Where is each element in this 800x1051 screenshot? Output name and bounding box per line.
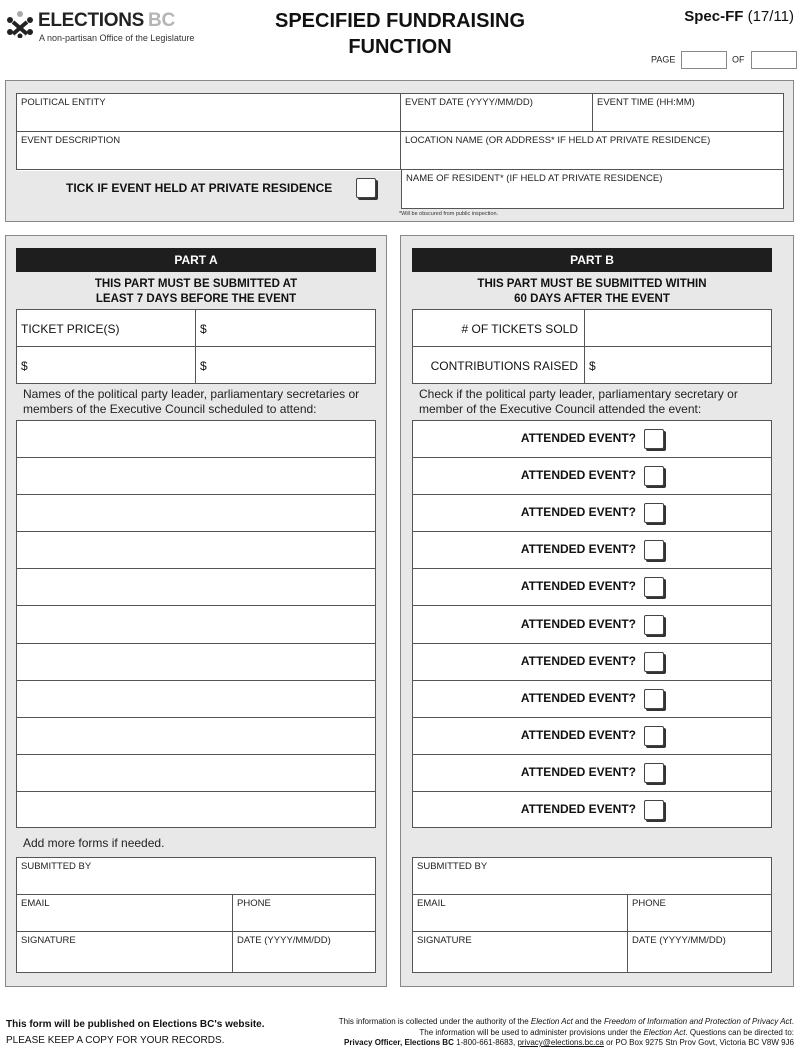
- contributions-label-cell: [413, 347, 585, 383]
- attended-event-checkbox[interactable]: [644, 689, 664, 709]
- form-number: [684, 8, 794, 25]
- attended-event-row: [413, 792, 771, 829]
- attended-event-checkbox[interactable]: [644, 763, 664, 783]
- email-label: EMAIL: [417, 898, 446, 909]
- attended-event-label: ATTENDED EVENT?: [520, 505, 636, 520]
- attended-event-row: [413, 569, 771, 606]
- signature-label: SIGNATURE: [21, 935, 76, 946]
- logo-tagline: A non-partisan Office of the Legislature: [39, 33, 195, 43]
- form-title-line1: SPECIFIED FUNDRAISING: [274, 10, 526, 32]
- dollar-sign: $: [200, 322, 207, 336]
- contributions-raised-field[interactable]: [585, 347, 771, 383]
- page-input[interactable]: [681, 51, 727, 69]
- attendee-name-row[interactable]: [17, 792, 375, 829]
- attendee-name-row[interactable]: [17, 532, 375, 569]
- attended-event-row: [413, 718, 771, 755]
- date-label: DATE (YYYY/MM/DD): [632, 935, 726, 946]
- event-date-field[interactable]: [401, 93, 593, 132]
- attended-event-label: ATTENDED EVENT?: [520, 727, 636, 742]
- ticket-price-table: [16, 309, 376, 384]
- part-a-phone-field[interactable]: [233, 895, 375, 932]
- attendee-name-row[interactable]: [17, 755, 375, 792]
- privacy-notice: [339, 1017, 794, 1049]
- attended-event-row: [413, 532, 771, 569]
- attended-event-label: ATTENDED EVENT?: [520, 653, 636, 668]
- attended-event-checkbox[interactable]: [644, 800, 664, 820]
- attendee-name-row[interactable]: [17, 569, 375, 606]
- attended-event-row: [413, 607, 771, 644]
- attended-event-checkbox[interactable]: [644, 466, 664, 486]
- attendance-check-note-line2: member of the Executive Council attended the event:: [419, 402, 702, 416]
- event-description-field[interactable]: [16, 132, 401, 170]
- attended-event-row: [413, 495, 771, 532]
- location-name-label: LOCATION NAME (OR ADDRESS* IF HELD AT PRIVATE RESIDENCE): [405, 135, 711, 146]
- attendees-note-line1: Names of the political party leader, parliamentary secretaries or: [23, 387, 360, 401]
- submitted-by-label: SUBMITTED BY: [417, 861, 488, 872]
- attendee-name-row[interactable]: [17, 495, 375, 532]
- attendance-check-note: [419, 387, 738, 417]
- privacy-line3: Privacy Officer, Elections BC 1-800-661-8683, privacy@elections.bc.ca or PO Box 9275 Stn Prov Govt, Victoria BC V8W 9J6: [344, 1038, 794, 1047]
- attended-event-row: [413, 755, 771, 792]
- elections-bc-logo: [6, 8, 196, 42]
- form-version: (17/11): [747, 8, 794, 25]
- part-a-submitted-by-field[interactable]: [17, 858, 375, 895]
- part-b-submitted-by-field[interactable]: [413, 858, 771, 895]
- attendee-name-row[interactable]: [17, 718, 375, 755]
- attended-event-label: ATTENDED EVENT?: [520, 802, 636, 816]
- page-label: PAGE: [651, 54, 676, 65]
- part-b-deadline: [412, 277, 772, 307]
- attended-event-label: ATTENDED EVENT?: [520, 690, 636, 705]
- form-title-line2: FUNCTION: [348, 36, 452, 58]
- attended-event-list: [412, 420, 772, 828]
- date-label: DATE (YYYY/MM/DD): [237, 935, 331, 946]
- event-time-field[interactable]: [593, 93, 784, 132]
- privacy-line1: This information is collected under the authority of the Election Act and the Freedom of Information and Protection of Privacy Act.: [338, 1017, 794, 1026]
- attended-event-row: [413, 644, 771, 681]
- privacy-email-link[interactable]: privacy@elections.bc.ca: [517, 1038, 604, 1047]
- part-a-heading: PART A: [16, 248, 376, 272]
- event-grid: [16, 93, 784, 184]
- contributions-raised-label: CONTRIBUTIONS RAISED: [430, 359, 578, 373]
- attended-event-row: [413, 458, 771, 495]
- attended-event-checkbox[interactable]: [644, 429, 664, 449]
- attended-event-label: ATTENDED EVENT?: [520, 616, 636, 631]
- phone-label: PHONE: [237, 898, 271, 909]
- keep-copy-note: PLEASE KEEP A COPY FOR YOUR RECORDS.: [6, 1035, 225, 1046]
- event-time-label: EVENT TIME (HH:MM): [597, 97, 695, 108]
- ticket-price-3-field[interactable]: [196, 347, 375, 383]
- resident-name-label: NAME OF RESIDENT* (IF HELD AT PRIVATE RESIDENCE): [406, 173, 663, 184]
- part-a-signature-field[interactable]: [17, 932, 233, 972]
- attended-event-label: ATTENDED EVENT?: [520, 764, 636, 779]
- resident-name-field[interactable]: [401, 170, 784, 209]
- page-number-field: [651, 51, 727, 69]
- part-b-deadline-line2: 60 DAYS AFTER THE EVENT: [514, 293, 670, 305]
- attendee-name-row[interactable]: [17, 421, 375, 458]
- ticket-price-2-field[interactable]: [17, 347, 196, 383]
- tickets-sold-label: # OF TICKETS SOLD: [461, 322, 578, 336]
- event-description-label: EVENT DESCRIPTION: [21, 135, 121, 146]
- attended-event-checkbox[interactable]: [644, 615, 664, 635]
- attendee-name-row[interactable]: [17, 607, 375, 644]
- attended-event-checkbox[interactable]: [644, 503, 664, 523]
- attended-event-checkbox[interactable]: [644, 540, 664, 560]
- part-a-deadline: [16, 277, 376, 307]
- phone-label: PHONE: [632, 898, 666, 909]
- part-a-deadline-line2: LEAST 7 DAYS BEFORE THE EVENT: [95, 293, 297, 305]
- location-name-field[interactable]: [401, 132, 784, 170]
- part-a-submitter-block: [16, 857, 376, 973]
- attended-event-label: ATTENDED EVENT?: [520, 542, 636, 557]
- attended-event-row: [413, 681, 771, 718]
- elections-bc-logo-icon: [6, 10, 34, 38]
- add-more-note: Add more forms if needed.: [23, 836, 165, 850]
- ticket-price-label-cell: [17, 310, 196, 347]
- signature-label: SIGNATURE: [417, 935, 472, 946]
- attendee-names-list: [16, 420, 376, 828]
- attended-event-row: [413, 421, 771, 458]
- of-label: OF: [732, 54, 745, 65]
- attendee-name-row[interactable]: [17, 644, 375, 681]
- attendee-name-row[interactable]: [17, 681, 375, 718]
- part-b-date-field[interactable]: [628, 932, 771, 972]
- attended-event-checkbox[interactable]: [644, 726, 664, 746]
- tickets-sold-field[interactable]: [585, 310, 771, 347]
- event-date-label: EVENT DATE (YYYY/MM/DD): [405, 97, 533, 108]
- attendees-note: [23, 387, 359, 417]
- tickets-sold-label-cell: [413, 310, 585, 347]
- dollar-sign: $: [589, 359, 596, 373]
- part-a-panel: [5, 235, 387, 987]
- attended-event-label: ATTENDED EVENT?: [520, 468, 636, 483]
- part-b-deadline-line1: THIS PART MUST BE SUBMITTED WITHIN: [477, 278, 707, 290]
- part-b-signature-field[interactable]: [413, 932, 628, 972]
- attendees-note-line2: members of the Executive Council scheduled to attend:: [23, 402, 317, 416]
- obscured-note: *Will be obscured from public inspection.: [399, 211, 499, 217]
- part-b-phone-field[interactable]: [628, 895, 771, 932]
- privacy-line2: The information will be used to administer provisions under the Election Act. Questions can be directed to:: [419, 1027, 794, 1037]
- part-b-submitter-block: [412, 857, 772, 973]
- publish-note: This form will be published on Elections BC's website.: [6, 1019, 265, 1030]
- attended-event-checkbox[interactable]: [644, 577, 664, 597]
- part-a-deadline-line1: THIS PART MUST BE SUBMITTED AT: [94, 278, 298, 290]
- form-title: [240, 8, 560, 60]
- footer-left: [6, 1017, 265, 1049]
- part-b-panel: [400, 235, 794, 987]
- attended-event-checkbox[interactable]: [644, 652, 664, 672]
- dollar-sign: $: [21, 359, 28, 373]
- results-table: [412, 309, 772, 384]
- political-entity-label: POLITICAL ENTITY: [21, 97, 106, 108]
- private-residence-label: TICK IF EVENT HELD AT PRIVATE RESIDENCE: [66, 181, 333, 195]
- ticket-price-1-field[interactable]: [196, 310, 375, 347]
- part-b-email-field[interactable]: [413, 895, 628, 932]
- part-a-date-field[interactable]: [233, 932, 375, 972]
- attendance-check-note-line1: Check if the political party leader, parliamentary secretary or: [419, 387, 738, 401]
- private-residence-checkbox[interactable]: [356, 178, 376, 198]
- form-code: Spec-FF: [684, 8, 744, 25]
- part-a-email-field[interactable]: [17, 895, 233, 932]
- attended-event-label: ATTENDED EVENT?: [520, 431, 636, 445]
- part-b-heading: PART B: [412, 248, 772, 272]
- attendee-name-row[interactable]: [17, 458, 375, 495]
- page-total-field: [732, 51, 797, 69]
- attended-event-label: ATTENDED EVENT?: [520, 579, 636, 594]
- page-total-input[interactable]: [751, 51, 797, 69]
- dollar-sign: $: [200, 359, 207, 373]
- political-entity-field[interactable]: [16, 93, 401, 132]
- email-label: EMAIL: [21, 898, 50, 909]
- submitted-by-label: SUBMITTED BY: [21, 861, 92, 872]
- logo-wordmark: ELECTIONS BC: [38, 10, 175, 31]
- ticket-price-label: TICKET PRICE(S): [21, 322, 120, 336]
- event-details-panel: [5, 80, 794, 222]
